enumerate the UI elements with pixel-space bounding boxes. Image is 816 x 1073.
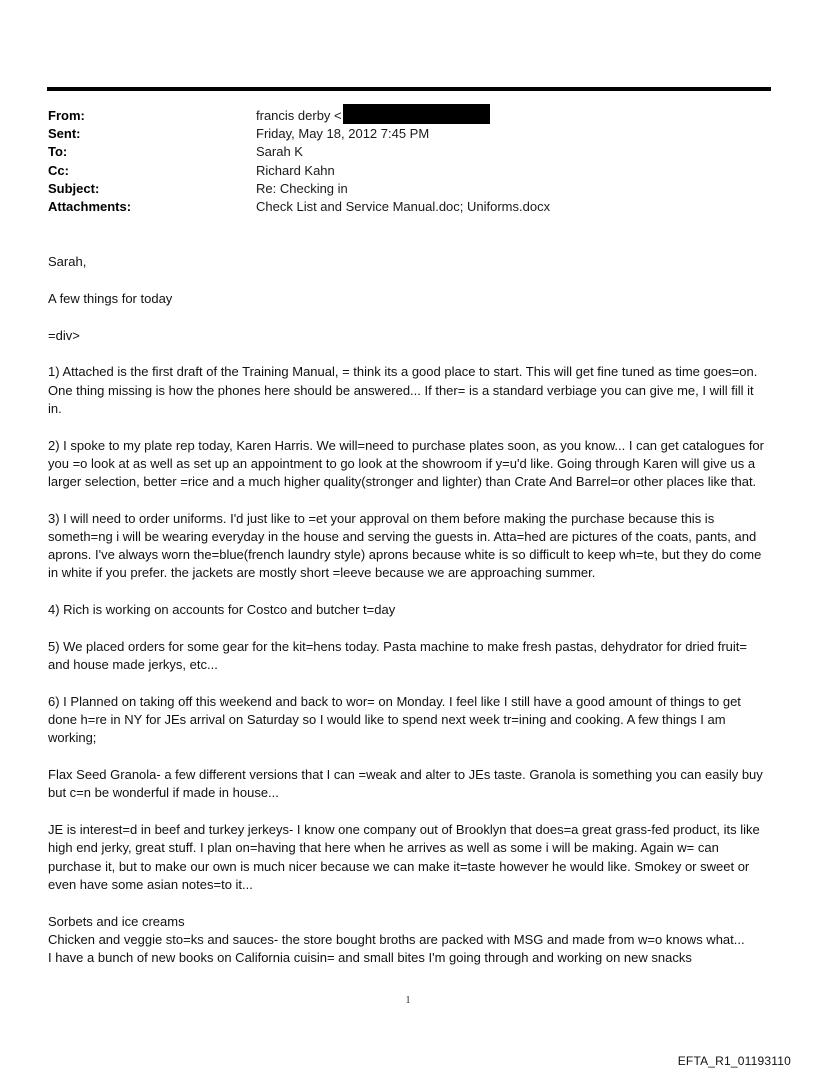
- attachments-label: Attachments:: [48, 198, 132, 214]
- attachments-value: Check List and Service Manual.doc; Uniforms.docx: [256, 198, 551, 214]
- line-sorbets: Sorbets and ice creams: [48, 913, 185, 929]
- to-label: To:: [48, 144, 68, 160]
- paragraph-schedule: 6) I Planned on taking off this weekend and back to wor= on Monday. I feel like I still have a good amount of things to get done h=re in NY for JEs arrival on Saturday so I would like to spend next week tr=ining and cooking. A few things I am working;: [48, 694, 741, 746]
- page-number: 1: [405, 995, 411, 1006]
- header-divider: [47, 87, 771, 91]
- div-artifact: =div>: [48, 327, 80, 343]
- line-books: I have a bunch of new books on California cuisin= and small bites I'm going through and working on new snacks: [48, 950, 692, 966]
- line-stocks: Chicken and veggie sto=ks and sauces- the store bought broths are packed with MSG and made from w=o knows what...: [48, 931, 745, 947]
- paragraph-uniforms: 3) I will need to order uniforms. I'd just like to =et your approval on them before making the purchase because this is someth=ng i will be wearing everyday in the house and serving the guests in. Atta=hed are pictures of the coats, pants, and aprons. I've always worn the=blue(french laundry style) aprons because white is so difficult to keep wh=te, but they do come in white if you prefer. the jackets are mostly short =leeve because we are approaching summer.: [48, 510, 762, 581]
- subject-value: Re: Checking in: [256, 180, 348, 196]
- to-value: Sarah K: [256, 144, 303, 160]
- cc-label: Cc:: [48, 162, 69, 178]
- paragraph-granola: Flax Seed Granola- a few different versions that I can =weak and alter to JEs taste. Granola is something you can easily buy but c=n be wonderful if made in house...: [48, 767, 763, 801]
- sent-label: Sent:: [48, 126, 81, 142]
- greeting: Sarah,: [48, 254, 87, 269]
- document-id: EFTA_R1_01193110: [677, 1054, 791, 1068]
- email-header: [48, 107, 768, 216]
- intro-line: A few things for today: [48, 290, 173, 306]
- redaction-block: [343, 104, 490, 124]
- to-row: [48, 143, 768, 161]
- from-value: [256, 107, 490, 125]
- paragraph-accounts: 4) Rich is working on accounts for Costco and butcher t=day: [48, 602, 396, 618]
- cc-row: [48, 162, 768, 180]
- paragraph-jerky: JE is interest=d in beef and turkey jerkeys- I know one company out of Brooklyn that does=a great grass-fed product, its like high end jerky, great stuff. I plan on=having that here when he arrives as well as some i will be making. Again w= can purchase it, but to make our own is much nicer because we can make it=taste however he would like. Smokey or sweet or even have some asian notes=to it...: [48, 822, 760, 892]
- subject-label: Subject:: [48, 180, 100, 196]
- email-body: [48, 253, 770, 967]
- from-sender: francis derby <: [256, 108, 342, 123]
- paragraph-gear: 5) We placed orders for some gear for the kit=hens today. Pasta machine to make fresh pastas, dehydrator for dried fruit= and house made jerkys, etc...: [48, 639, 747, 673]
- cc-value: Richard Kahn: [256, 162, 335, 178]
- sent-value: Friday, May 18, 2012 7:45 PM: [256, 126, 430, 142]
- from-label: From:: [48, 108, 85, 123]
- from-row: [48, 107, 768, 125]
- paragraph-plates: 2) I spoke to my plate rep today, Karen Harris. We will=need to purchase plates soon, as you know... I can get catalogues for you =o look at as well as set up an appointment to go look at the showroom if y=u'd like. Going through Karen will give us a larger selection, better =rice and a much higher quality(stronger and lighter) than Crate And Barrel=or other places like that.: [48, 437, 764, 489]
- sent-row: [48, 125, 768, 143]
- paragraph-training-manual: 1) Attached is the first draft of the Training Manual, = think its a good place to start. This will get fine tuned as time goes=on. One thing missing is how the phones here should be answered... If ther= is a standard verbiage you can give me, I will fill it in.: [48, 364, 758, 416]
- attachments-row: [48, 198, 768, 216]
- subject-row: [48, 180, 768, 198]
